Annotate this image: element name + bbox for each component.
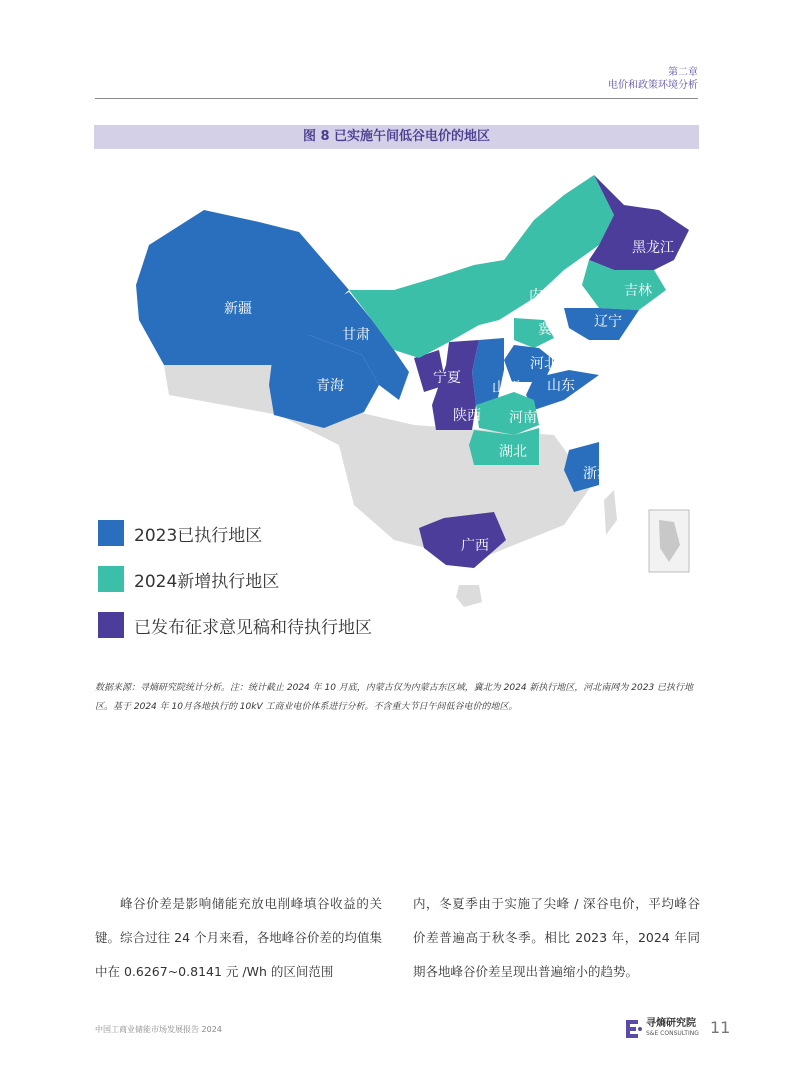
chapter-header: [608, 66, 698, 92]
region-label: 新疆: [224, 300, 252, 316]
region-label: 广西: [461, 537, 489, 553]
chapter-number: 第二章: [668, 67, 698, 78]
legend-label: 已发布征求意见稿和待执行地区: [134, 617, 372, 638]
legend-swatch-2024: [98, 566, 124, 592]
region-label: 青海: [316, 377, 344, 393]
footer-report-title: 中国工商业储能市场发展报告 2024: [95, 1025, 222, 1034]
region-label: 山东: [547, 377, 575, 393]
legend-item-2023: [98, 510, 372, 556]
chapter-title: 电价和政策环境分析: [608, 80, 698, 91]
region-label: 湖北: [499, 443, 527, 459]
legend-label: 2023已执行地区: [134, 525, 263, 546]
region-taiwan: [604, 490, 617, 535]
region-label: 山西: [492, 379, 520, 395]
region-label: 河南: [509, 409, 537, 425]
body-paragraph-left: 峰谷价差是影响储能充放电削峰填谷收益的关键。综合过往 24 个月来看，各地峰谷价差的均值集中在 0.6267~0.8141 元 /Wh 的区间范围: [95, 896, 382, 979]
body-paragraph-right: 内，冬夏季由于实施了尖峰 / 深谷电价，平均峰谷价差普遍高于秋冬季。相比 2023 年，2024 年同期各地峰谷价差呈现出普遍缩小的趋势。: [413, 896, 700, 979]
map-legend: [98, 510, 372, 648]
region-label: 宁夏: [433, 369, 461, 385]
source-note: 数据来源：寻熵研究院统计分析。注：统计截止 2024 年 10 月底，内蒙古仅为内蒙古东区域，冀北为 2024 新执行地区，河北南网为 2023 已执行地区。基于 2024 年 10月各地执行的 10kV 工商业电价体系进行分析。不含重大节日午间低谷电价的地区。: [95, 683, 694, 712]
region-label: 河北南: [530, 355, 572, 371]
region-label: 吉林: [624, 282, 652, 298]
legend-item-pending: [98, 602, 372, 648]
legend-item-2024: [98, 556, 372, 602]
region-label: 甘肃: [342, 326, 370, 342]
logo-icon: [626, 1018, 642, 1040]
figure-title-bar: [94, 125, 699, 149]
region-label: 浙江: [583, 465, 611, 481]
region-hainan: [456, 585, 482, 607]
header-divider: [95, 98, 698, 99]
legend-label: 2024新增执行地区: [134, 571, 280, 592]
logo-name: 寻熵研究院: [646, 1018, 696, 1029]
page-number: 11: [710, 1018, 731, 1037]
legend-swatch-2023: [98, 520, 124, 546]
logo-text: [646, 1019, 699, 1039]
figure-title: 图 8 已实施午间低谷电价的地区: [302, 129, 491, 144]
region-label: 黑龙江: [632, 239, 674, 255]
region-label: 冀北: [538, 321, 566, 337]
logo-subtitle: S&E CONSULTING: [646, 1030, 699, 1037]
legend-swatch-pending: [98, 612, 124, 638]
region-label: 陕西: [453, 407, 481, 423]
footer-logo: [626, 1018, 699, 1040]
region-label: 辽宁: [594, 313, 622, 329]
region-label: 内蒙古东: [529, 287, 585, 303]
